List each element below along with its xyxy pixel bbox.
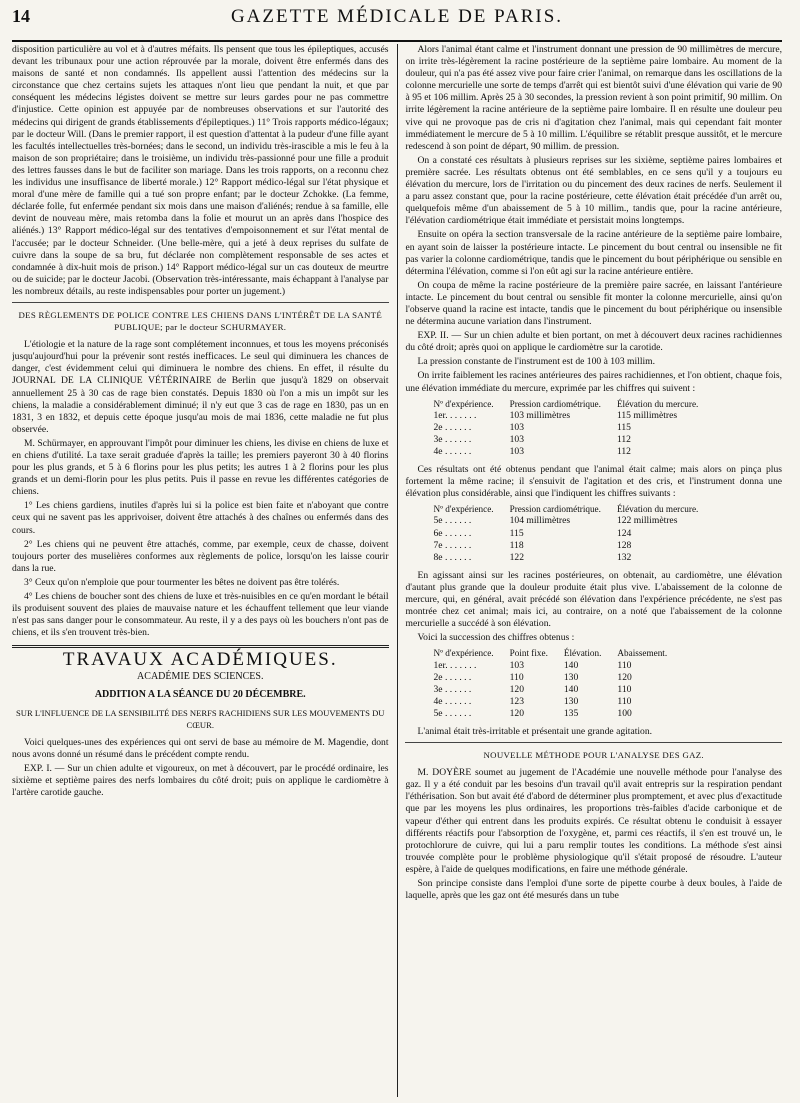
paragraph: Voici la succession des chiffres obtenus : [417,632,575,644]
page-header [12,6,782,42]
paragraph: EXP. II. — Sur un chien adulte et bien portant, on met à découvert deux racines rachidiennes du côté droit; après quoi on applique le cardiomètre sur la carotide. [405,330,782,354]
section-title: NOUVELLE MÉTHODE POUR L'ANALYSE DES GAZ. [405,742,782,761]
paragraph: En agissant ainsi sur les racines postérieures, on obtenait, au cardiomètre, une élévation d'autant plus grande que la douleur produite était plus vive. L'abaissement de la colonne de mercure, qui, en général, avait précédé son élévation dans l'expérience précédente, ne s'est pas montrée chez cet animal; mais ici, au contraire, on a noté que l'abaissement de la colonne mercurielle a succédé à son élévation. [405,569,782,630]
paragraph: EXP. I. — Sur un chien adulte et vigoureux, on met à découvert, par le procédé ordinaire, les sixième et septième paires des nerfs lombaires du côté droit; puis on applique le cardiomètre à l'artère carotide gauche. [12,763,389,799]
divider [12,645,389,648]
paragraph: On coupa de même la racine postérieure de la première paire sacrée, en laissant l'antérieure intacte. Le pincement du bout central ou sensible fit monter la colonne mercurielle, ainsi qu'on l'observe quand la racine est intacte, tandis que le pincement du bout périphérique ou insensible ne détermina aucune variation dans l'instrument. [405,279,782,328]
paragraph: disposition particulière au vol et à d'autres méfaits. Ils pensent que tous les épileptiques, accusés devant les tribunaux pour une action réprouvée par la morale, doivent être enfermés dans des maisons de santé et non condamnés. Ils appellent aussi l'attention des médecins sur la circonstance que chez certains sujets les attaques n'ont lieu que pendant la nuit, et que par conséquent les médecins légistes doivent se mettre sur leurs gardes pour ne pas commettre d'injustice. Cette opinion est appuyée par de nombreuses observations et sur l'autorité des médecins qui dirigent de grands établissements d'épileptiques.) 11° Trois rapports médico-légaux; par le docteur Will. (Dans le premier rapport, il est question d'attentat à la pudeur d'une fille ayant les facultés intellectuelles très-bornées; dans le second, un individu très-irascible a mis le feu à la maison de son propriétaire; dans le troisième, un individu très-passionné pour une fille a produit des lettres fausses dans le but de faciliter son mariage. Dans les trois rapports, on a reconnu chez les individus une insuffisance de liberté morale.) 12° Rapport médico-légal sur l'état physique et moral d'une mère de famille qui a tué son propre enfant; par le docteur Zchokke. (La femme, déclarée folle, fut enfermée pendant six mois dans une maison d'aliénés; rendue à sa famille, elle devint de nouveau mère, mais retomba dans la folie et mourut un an après dans l'hospice des aliénés.) 13° Rapport médico-légal sur des tentatives d'empoisonnement et sur l'état mental de l'accusée; par le docteur Schneider. (Une belle-mère, qui a jeté à deux reprises du sulfate de cuivre dans la soupe de sa bru, fut déclarée non complètement responsable de ses actes et condamnée à dix-huit mois de prison.) 14° Rapport médico-légal sur un cas douteux de meurtre ou de suicide; par le docteur Jacobi. (Observation très-intéressante, mais échappant à l'analyse par les nombreux détails, au reste indispensables pour porter un jugement.) [12,44,389,297]
table-row: 5e . . . . . . 104 millimètres 122 millimètres [433,515,678,527]
table-row: 5e . . . . . . 120 135 100 [433,707,632,719]
paragraph: M. DOYÈRE soumet au jugement de l'Académie une nouvelle méthode pour l'analyse des gaz. Il y a été conduit par les besoins d'un travail qu'il avait entrepris sur la respiration pendant l'éthérisation. Son but avait été d'abord de déterminer plus promptement, et avec plus d'exactitude que par les moyens les plus ordinaires, les proportions très-faibles d'acide carbonique et de vapeur d'éther qui entrent dans les produits expirés. Ce résultat obtenu le conduisit à essayer différents réactifs pour l'absorption de l'oxygène, et, parmi ces réactifs, il s'en est trouvé un, le protochlorure de cuivre, qui lui a paru remplir toutes les conditions. La méthode s'est ainsi trouvée complète pour le problème physiologique qu'il s'était proposé de résoudre. L'auteur espère, à l'aide de quelques modifications, en faire une méthode générale. [405,767,782,875]
table-row: 2e . . . . . . 103 115 [433,421,631,433]
paragraph: Son principe consiste dans l'emploi d'une sorte de pipette courbe à deux boules, à l'aide de laquelle, après que les gaz ont été mesurés dans un tube [405,878,782,902]
paragraph: On a constaté ces résultats à plusieurs reprises sur les sixième, septième paires lombaires et première sacrée. Les résultats obtenus ont été semblables, en ce sens qu'il y a toujours eu élévation du mercure, lors de l'irritation ou du pincement des deux racines de nerfs. Seulement il a paru assez constant que, pour la racine postérieure, cette élévation était précédée d'un arrêt ou, quelquefois même d'un abaissement de 5 à 10 millim., tandis que, pour la racine antérieure, l'élévation cardiométrique était immédiate et persistait moins longtemps. [405,154,782,227]
table-row: 3e . . . . . . 120 140 110 [433,683,632,695]
paragraph: 2° Les chiens qui ne peuvent être attachés, comme, par exemple, ceux de chasse, doivent toujours porter des muselières conformes aux règlements de police, lorsqu'on les laisse courir dans la rue. [12,538,389,574]
paragraph: M. Schürmayer, en approuvant l'impôt pour diminuer les chiens, les divise en chiens de luxe et en chiens d'utilité. La taxe serait graduée d'après la taille; les premiers payeront 30 à 40 florins pour les plus grands, et 5 à 6 florins pour les plus petits; les autres 1 à 2 florins pour les plus grands et un demi-florin pour les plus petits. Puis il passe en revue les différentes catégories de chiens. [12,437,389,498]
left-column [12,44,389,1097]
paragraph: Ces résultats ont été obtenus pendant que l'animal était calme; mais alors on pinça plus fortement la même racine; il s'ensuivit de l'agitation et des cris, et l'instrument donna une élévation plus considérable, ainsi que l'indiquent les chiffres suivants : [405,464,782,500]
table-header: Pression cardiométrique. [509,504,601,515]
table-header: Nº d'expérience. [433,398,494,409]
table-header: Pression cardiométrique. [509,398,601,409]
session-heading: ADDITION A LA SÉANCE DU 20 DÉCEMBRE. [94,688,306,700]
table-header: Abaissement. [617,648,668,659]
section-heading: TRAVAUX ACADÉMIQUES. [62,649,338,671]
paragraph: L'étiologie et la nature de la rage sont complétement inconnues, et tous les moyens préconisés jusqu'aujourd'hui pour la prévenir sont restés inefficaces. Le seul qui diminuera les chances de danger, c'est évidemment celui qui diminuera le nombre des chiens. En effet, il résulte du JOURNAL DE LA CLINIQUE VÉTÉRINAIRE de Berlin que jusqu'à 1829 on observait annuellement 25 à 30 cas de rage bien constatés. Depuis 1830 où l'on a mis un impôt sur les chiens, la maladie a considérablement diminué; il n'y eut que 3 cas de rage en 1830, pas un en 1831, 3 en 1832, et depuis cette époque jusqu'au mois de mai 1836, cette maladie ne fut plus observée. [12,339,389,435]
table-row: 8e . . . . . . 122 132 [433,551,632,563]
column-rule [397,44,398,1097]
paragraph: Voici quelques-unes des expériences qui ont servi de base au mémoire de M. Magendie, dont nous avons donné un résumé dans le précédent compte rendu. [12,736,389,760]
table-row: 3e . . . . . . 103 112 [433,433,631,445]
table-header: Nº d'expérience. [433,504,494,515]
page-number: 14 [12,6,30,26]
table-row: 7e . . . . . . 118 128 [433,539,632,551]
table-row: 1er. . . . . . . 103 millimètres 115 millimètres [433,409,678,421]
paragraph: La pression constante de l'instrument est de 100 à 103 millim. [417,356,656,368]
right-column [405,44,782,1097]
table-header: Élévation. [563,648,602,659]
paragraph: Ensuite on opéra la section transversale de la racine antérieure de la septième paire lombaire, en ayant soin de laisser la postérieure intacte. Le pincement du bout central ou insensible ne fit pas varier la colonne cardiométrique, tandis que le pincement du bout périphérique ou sensible en détermina l'élévation, comme si l'on eût agi sur la racine antérieure entière. [405,229,782,277]
section-title: DES RÈGLEMENTS DE POLICE CONTRE LES CHIENS DANS L'INTÉRÊT DE LA SANTÉ PUBLIQUE; par le docteur SCHURMAYER. [12,302,389,333]
table-row: 6e . . . . . . 115 124 [433,527,632,539]
results-table-2 [425,503,706,563]
table-row: 1er. . . . . . . 103 140 110 [433,659,632,671]
table-row: 4e . . . . . . 123 130 110 [433,695,632,707]
paragraph: 3° Ceux qu'on n'emploie que pour tourmenter les bêtes ne doivent pas être tolérés. [24,576,340,588]
two-column-body [12,44,782,1097]
paragraph: 1° Les chiens gardiens, inutiles d'après lui si la police est bien faite et n'aboyant que contre ceux qui ne savent pas les apprivoiser, doivent être attachés à des chaînes ou enfermés dans des cours. [12,500,389,536]
results-table-1 [425,398,706,458]
paragraph: 4° Les chiens de boucher sont des chiens de luxe et très-nuisibles en ce qu'en mordant le bétail ils produisent souvent des plaies de mauvaise nature et les échauffent tellement que leur viande n'est pas sans danger pour le consommateur. Au reste, il y a des pays où les bouchers n'ont pas de chiens, et ils s'en trouvent très-bien. [12,591,389,639]
table-row: 2e . . . . . . 110 130 120 [433,671,632,683]
table-header: Élévation du mercure. [616,504,699,515]
journal-title: GAZETTE MÉDICALE DE PARIS. [230,6,564,27]
article-subject: SUR L'INFLUENCE DE LA SENSIBILITÉ DES NERFS RACHIDIENS SUR LES MOUVEMENTS DU CŒUR. [16,707,385,730]
paragraph: Alors l'animal étant calme et l'instrument donnant une pression de 90 millimètres de mercure, on irrite très-légèrement la racine postérieure de la septième paire lombaire. Au moment de la douleur, qui n'a pas été assez vive pour faire crier l'animal, on remarque dans les oscillations de la colonne mercurielle une sorte de temps d'arrêt qui est bientôt suivi d'une élévation qui varie de 90 à 95 et 106 millim. Après 25 à 30 secondes, la pression revient à son point primitif, 90 millim. On irrite légèrement la racine antérieure de la septième paire lombaire. Il en résulte une douleur peu vive qui ne provoque pas de cris ni d'agitation chez l'animal, mais qui cependant fait monter immédiatement le mercure de 5 à 10 millim. L'équilibre se rétablit presque aussitôt, et le mercure redescend à son point de départ, 90 millim. de pression. [405,44,782,152]
table-header: Nº d'expérience. [433,648,494,659]
paragraph: L'animal était très-irritable et présentait une grande agitation. [417,725,653,737]
paragraph: On irrite faiblement les racines antérieures des paires rachidiennes, et l'on obtient, chaque fois, une élévation immédiate du mercure, exprimée par les chiffres qui suivent : [405,370,782,394]
table-header: Élévation du mercure. [616,398,699,409]
academy-heading: ACADÉMIE DES SCIENCES. [137,670,264,682]
table-row: 4e . . . . . . 103 112 [433,446,631,457]
table-header: Point fixe. [509,648,548,659]
results-table-3 [425,647,675,720]
